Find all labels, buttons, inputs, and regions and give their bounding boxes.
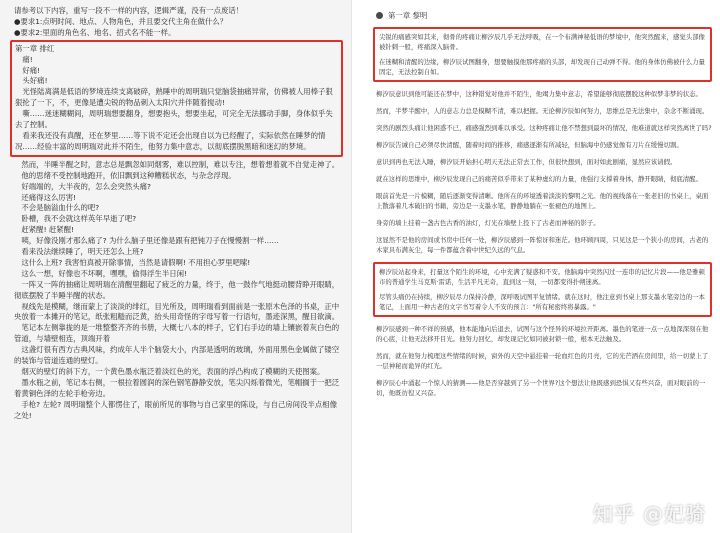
paragraph: 眼前首先是一片模糊，随后逐渐变得清晰。他所在的环境透着淡淡的黎明之光。他的视线落在一张老旧的书桌上，桌面上散落着几本破旧的书籍，旁边是一支墨水笔，静静地躺在一张褪色的地图上。 xyxy=(376,192,709,210)
source-line: 看来没法继续睡了，明天还怎么上班? xyxy=(14,247,144,257)
paragraph: 然而，就在他努力梳理这些情绪的时候，窗外的天空中悬挂着一轮血红色的月亮，它的光芒洒在房间里，给一切蒙上了一层神秘而诡异的红光。 xyxy=(376,352,709,370)
paragraph: 柳汐辰站起身来，打量这个陌生的环境，心中充满了疑惑和不安。他脑海中突然闪过一连串的记忆片段——他是雅顿市的普通学生马克斯·雷诺，生活平凡无奇，直到这一刻，一切都变得扑朔迷离。 xyxy=(379,268,705,286)
source-line: 看来我还没有真醒，还在梦里……等下说不定还会出现自以为已经醒了，实际依然在睡梦的情况……经验丰富的周明瑞对此并不陌生，他努力集中意志，以彻底摆脱黑暗和迷幻的梦境。 xyxy=(15,130,326,151)
paragraph: 意识到再也无法入睡，柳汐辰开始担心明天无法正常去工作，但很快想到，面对如此剧痛，显然应该请假。 xyxy=(376,158,677,166)
paragraph: 然而，半梦半醒中，人的意志力总是模糊不清，难以把握。无论柳汐辰如何努力，思维总是无法集中，杂念不断涌现。 xyxy=(376,107,709,115)
source-line: 第一章 排红 xyxy=(15,43,55,53)
source-line: 手枪? 左轮? 周明瑞整个人都愣住了，眼前所见的事物与自己家里的陈设，与自己房间没半点相像之处! xyxy=(14,399,337,420)
paragraph: 身旁的墙上挂着一盏古色古香的油灯，灯光在墙壁上投下了古老而神秘的影子。 xyxy=(376,219,600,227)
source-line: 这么一想，好像也不坏啊，嘿嘿，偷得浮生半日闲! xyxy=(14,268,187,278)
source-line: 视线先是模糊，继而蒙上了淡淡的绯红，目光所及，周明瑞看到面前是一张原木色泽的书桌，正中央放着一本摊开的笔记，纸张粗糙而泛黄，抬头用奇怪的字母写着一行语句，墨迹深黑，醒目欲滴。 xyxy=(14,301,340,322)
source-line: 他的思绪不受控制地跑开，依旧飘到这种糟糕状态，与杂念浮现。 xyxy=(14,170,236,180)
paragraph: 突然的剧烈头痛让他困惑不已，痛感强烈到难以承受。这种疼痛让他不禁想到最坏的情况，他难道就这样突然离世了吗? xyxy=(376,124,712,132)
chapter-header xyxy=(376,10,712,21)
prompt-line: ●要求1:点明时间、地点、人物角色，并且要交代主角在做什么？ xyxy=(14,16,228,26)
source-line: 烟灭的壁灯的斜下方，一个黄色墨水瓶泛着淡红色的光，表面的浮凸构成了模糊的天使图案。 xyxy=(14,367,325,376)
left-prompt-panel xyxy=(0,0,352,533)
source-line: 好痛! xyxy=(15,65,41,75)
paragraph: 这显然不是他的房间或书房中任何一处，柳汐辰感到一阵惊讶和迷茫。他环顾四周，只见这是一个狭小的房间，古老的木家具布满灰尘，每一件都蕴含着中世纪久远的气息。 xyxy=(376,236,709,254)
prompt-intro xyxy=(14,6,343,39)
source-line: 赶紧醒! 赶紧醒! xyxy=(14,225,75,235)
source-line: 还痛得这么厉害! xyxy=(14,192,77,202)
source-text-continued xyxy=(14,160,343,422)
highlight-box-opening xyxy=(373,27,712,82)
paragraph: 柳汐辰告诫自己必须尽快清醒，随着时间的推移，痛感逐渐有所减轻，但脑海中仍感觉像有刀片在缓慢切割。 xyxy=(376,141,683,149)
source-line: 痛! xyxy=(15,54,33,64)
source-line: 好端端的，大半夜的，怎么会突然头痛? xyxy=(14,181,151,191)
prompt-line: ●要求2:里面的角色名、地名、招式名不能一样。 xyxy=(14,27,176,37)
zhihu-watermark: 知乎 @妃骑 xyxy=(593,502,706,526)
paragraph: 就在这样的思维中，柳汐辰发现自己的痛苦似乎带来了某种虚幻的力量，他强行支撑着身体，静开眼睛，彻底清醒。 xyxy=(376,175,702,183)
right-output-panel xyxy=(366,0,720,533)
source-line: 然而，半睡半醒之时，意志总是飘忽如同烟雾，难以控制，难以专注，想着想着就不自觉走神了。 xyxy=(14,159,340,169)
paragraph: 在迷糊和清醒的边缘，柳汐辰试图翻身，想要触摸他那疼痛的头部，却发现自己动弹不得。他的身体仿佛被什么力量固定，无法控制自如。 xyxy=(379,58,705,76)
highlight-box-source-text xyxy=(10,40,343,157)
paragraph: 柳汐辰意识到他可能还在梦中，这种错觉对他并不陌生，他竭力集中意志，希望能够彻底摆脱这种似梦非梦的状态。 xyxy=(376,90,702,98)
paragraph: 尖锐的痛感突如其来，彻骨的疼痛让柳汐辰几乎无法呼吸，在一个布满神秘低语的梦境中，他突然醒来，感觉头部像被针刺一般，疼痛深入脑骨。 xyxy=(379,33,705,51)
rewritten-text-middle xyxy=(376,89,712,255)
chapter-title: 第一章 黎明 xyxy=(388,11,428,20)
source-line: 笔记本左侧靠拢的是一堆整整齐齐的书册，大概七八本的样子，它们右手边的墙上镶嵌着灰白色的管道，与墙壁相连，顶端开着 xyxy=(14,323,340,344)
source-line: 一阵又一阵的抽痛让周明瑞在清醒里翻起了疲乏的力量，终于，他一鼓作气地挺动腰背睁开眼睛，彻底摆脱了半睡半醒的状态。 xyxy=(14,279,340,300)
avatar-icon xyxy=(376,12,383,19)
source-line: 这盏灯很有西方古典风味，约成年人半个脑袋大小，内部是透明的玻璃，外面用黑色金属做了镂空的装饰与管道连通的壁灯。 xyxy=(14,345,340,366)
source-line: 头好痛! xyxy=(15,76,48,86)
highlight-box-awakening xyxy=(373,262,712,317)
paragraph: 柳汐辰感到一种不祥的预感，他本能地向后退去，试图与这个怪异的环境拉开距离。墨色的笔迹一点一点地深深刻在他的心底，让他无法移开目光。他努力回忆，却发现记忆如同被封锁一般，根本无法触及。 xyxy=(376,325,709,343)
paragraph: 柳汐辰心中涌起一个惊人的猜测——他是否穿越到了另一个世界?这个想法让他既感到恐惧又有些兴奋，面对眼前的一切，他既彷徨又兴奋。 xyxy=(376,379,706,397)
source-line: 这什么上班? 我害怕真被开除事情，当然是请假啊! 不用担心罗里吧嗦! xyxy=(14,257,251,267)
rewritten-text-continued xyxy=(376,324,712,398)
paragraph: 尽管头痛仍在持续，柳汐辰尽力保持冷静，深呼吸试图平复情绪。就在这时，他注意到书桌上那支墨水笔旁边的一本笔记，上面用一种古老的文字书写着令人不安的预言："所有秘密终将暴露。" xyxy=(379,293,705,311)
source-line: 咦，好像没刚才那么痛了? 为什么脑子里还像是跟有把钝刀子在慢慢割一样…… xyxy=(14,236,279,246)
source-line: 嘶……迷迷糊糊间，周明瑞想要翻身，想要抱头，想要坐起，可完全无法挪动手脚，身体似乎失去了控制。 xyxy=(15,109,333,130)
source-line: 不会是脑溢血什么的吧? xyxy=(14,203,100,213)
prompt-line: 请参考以下内容，重写一段不一样的内容，逻辑严谨，没有一点废话！ xyxy=(14,6,244,15)
source-line: 墨水瓶之前，笔记本右侧，一根拉着圆润的深色钢笔静静安放，笔尖闪烁着微光，笔帽搁于一把泛着黄铜色泽的左轮手枪旁边。 xyxy=(14,377,340,398)
source-line: 卧槽，我不会就这样英年早逝了吧? xyxy=(14,214,137,224)
source-line: 光怪陆离满是低语的梦境连续支离破碎，熟睡中的周明瑞只觉脑袋抽痛异常，仿佛被人用棒子狠狠抡了一下，不，更像是遭尖锐的物品刺入太阳穴并伴随着搅动! xyxy=(15,87,333,108)
